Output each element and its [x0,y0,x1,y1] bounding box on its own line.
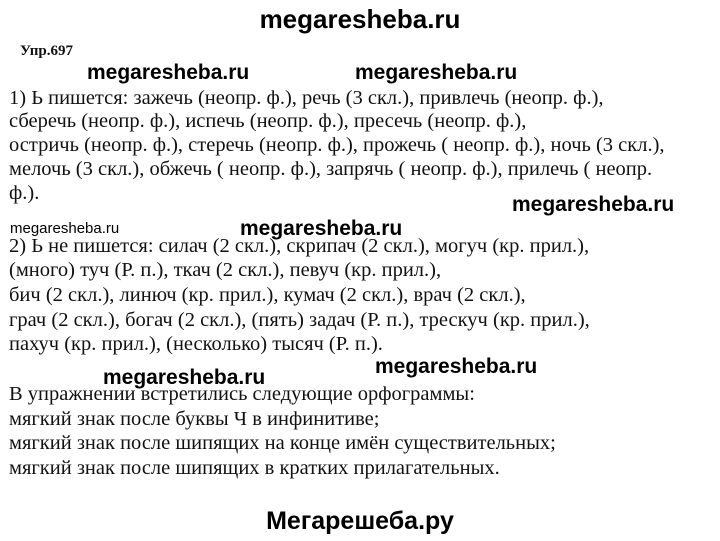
text-line: мягкий знак после буквы Ч в инфинитиве; [9,408,380,430]
text-line: мягкий знак после шипящих в кратких прилагательных. [9,457,500,479]
watermark: megaresheba.ru [10,220,120,237]
text-line: ф.). [9,182,40,204]
text-line: остричь (неопр. ф.), стеречь (неопр. ф.), прожечь ( неопр. ф.), ночь (3 скл.), [9,134,665,156]
text-line: мелочь (3 скл.), обжечь ( неопр. ф.), запрячь ( неопр. ф.), прилечь ( неопр. [9,158,653,180]
watermark: megaresheba.ru [103,366,266,389]
text-line: сберечь (неопр. ф.), испечь (неопр. ф.), пресечь (неопр. ф.), [9,110,527,132]
watermark: megaresheba.ru [87,61,250,84]
watermark: megaresheba.ru [375,355,538,378]
text-line: пахуч (кр. прил.), (несколько) тысяч (Р. п.). [9,333,383,355]
watermark: megaresheba.ru [355,61,518,84]
watermark: megaresheba.ru [512,193,675,216]
text-line: 2) Ь не пишется: силач (2 скл.), скрипач (2 скл.), могуч (кр. прил.), [9,235,590,257]
text-line: грач (2 скл.), богач (2 скл.), (пять) задач (Р. п.), трескуч (кр. прил.), [9,309,590,331]
text-line: бич (2 скл.), линюч (кр. прил.), кумач (2 скл.), врач (2 скл.), [9,284,526,306]
watermark: megaresheba.ru [240,217,403,240]
watermark-bottom: Мегарешеба.ру [266,507,454,535]
text-line: (много) туч (Р. п.), ткач (2 скл.), певуч (кр. прил.), [9,259,442,281]
text-line: мягкий знак после шипящих на конце имён существительных; [9,432,556,454]
text-line: 1) Ь пишется: зажечь (неопр. ф.), речь (3 скл.), привлечь (неопр. ф.), [9,87,604,109]
text-line: В упражнении встретились следующие орфограммы: [9,383,475,405]
exercise-label: Упр.697 [20,43,74,59]
watermark-top: megaresheba.ru [259,4,461,34]
